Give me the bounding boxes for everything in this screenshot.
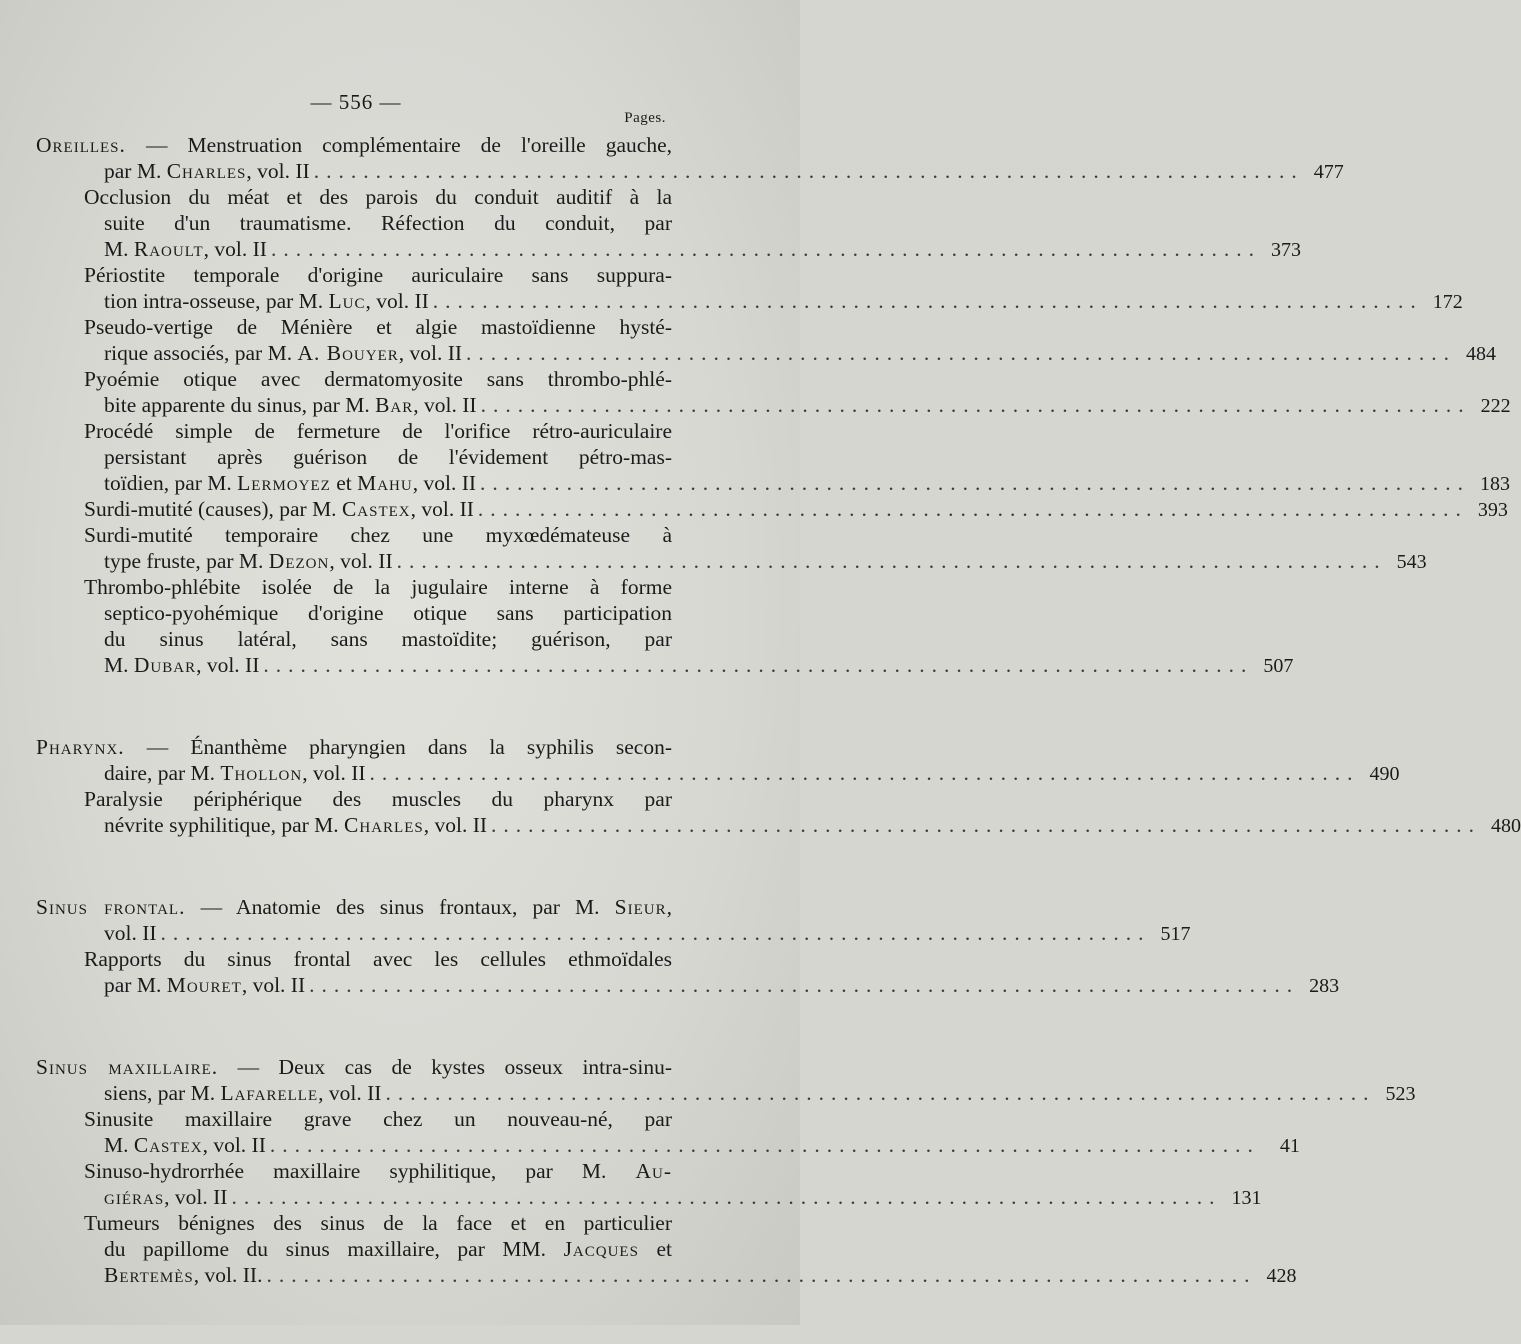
entry-text: Pseudo-vertige de Ménière et algie mastoïdienne hysté-	[84, 315, 672, 339]
entry-text: — Anatomie des sinus frontaux, par M. Sieur,	[200, 895, 672, 919]
page-reference: 484	[1466, 343, 1497, 365]
entry-line	[36, 574, 672, 600]
entry-text: suite d'un traumatisme. Réfection du conduit, par	[104, 211, 672, 235]
index-entry	[36, 1106, 1300, 1158]
index-section	[36, 132, 1511, 678]
entry-text: du sinus latéral, sans mastoïdite; guérison, par	[104, 627, 672, 651]
entry-line	[36, 132, 672, 158]
entry-text: Occlusion du méat et des parois du conduit auditif à la	[84, 185, 672, 209]
entry-line	[36, 340, 1497, 366]
entry-line	[36, 470, 1511, 496]
entry-line	[36, 1236, 672, 1262]
entry-text: Surdi-mutité (causes), par M. Castex, vol. II	[84, 497, 474, 521]
entry-text: vol. II	[104, 921, 157, 945]
entry-text: type fruste, par M. Dezon, vol. II	[104, 549, 393, 573]
index-entry	[36, 262, 1463, 314]
entry-line	[36, 548, 1427, 574]
entry-line	[36, 1158, 672, 1184]
entry-text: bite apparente du sinus, par M. Bar, vol. II	[104, 393, 477, 417]
entry-text: Sinusite maxillaire grave chez un nouveau-né, par	[84, 1107, 672, 1131]
section-title: Sinus frontal.	[36, 895, 186, 919]
entry-line	[36, 418, 672, 444]
entry-line	[36, 626, 672, 652]
index-entry	[36, 786, 1521, 838]
entry-line	[36, 760, 1400, 786]
dot-leader: ................................................................................	[266, 1263, 1257, 1287]
entry-line	[36, 314, 672, 340]
dot-leader: ................................................................................	[466, 341, 1457, 365]
entry-line	[36, 1106, 672, 1132]
entry-text: — Énanthème pharyngien dans la syphilis secon-	[146, 735, 672, 759]
page-reference: 477	[1313, 161, 1344, 183]
entry-line	[36, 1080, 1416, 1106]
page-reference: 490	[1369, 763, 1400, 785]
entry-text: par M. Charles, vol. II	[104, 159, 310, 183]
entry-line	[36, 236, 1301, 262]
dot-leader: ................................................................................	[313, 159, 1304, 183]
index-entry	[36, 522, 1427, 574]
section-title: Oreilles.	[36, 133, 126, 157]
index-entry	[36, 132, 1344, 184]
entry-line	[36, 1054, 672, 1080]
entry-text: M. Raoult, vol. II	[104, 237, 267, 261]
index-section	[36, 1054, 1416, 1288]
entry-text: Rapports du sinus frontal avec les cellules ethmoïdales	[84, 947, 672, 971]
section-title: Sinus maxillaire.	[36, 1055, 219, 1079]
index-entry	[36, 496, 1508, 522]
entry-text: — Deux cas de kystes osseux intra-sinu-	[237, 1055, 673, 1079]
entry-text: toïdien, par M. Lermoyez et Mahu, vol. II	[104, 471, 477, 495]
entry-line	[36, 1132, 1300, 1158]
entry-line	[36, 1262, 1297, 1288]
dot-leader: ................................................................................	[270, 237, 1261, 261]
index-section	[36, 734, 1521, 838]
entry-text: giéras, vol. II	[104, 1185, 228, 1209]
dot-leader: ................................................................................	[396, 549, 1387, 573]
entry-text: septico-pyohémique d'origine otique sans participation	[104, 601, 672, 625]
page-reference: 283	[1309, 975, 1340, 997]
entry-text: M. Castex, vol. II	[104, 1133, 266, 1157]
entry-text: Thrombo-phlébite isolée de la jugulaire interne à forme	[84, 575, 672, 599]
index-entry	[36, 1210, 1297, 1288]
dot-leader: ................................................................................	[160, 921, 1151, 945]
dot-leader: ................................................................................	[385, 1081, 1376, 1105]
entry-line	[36, 946, 672, 972]
entry-line	[36, 1184, 1262, 1210]
dot-leader: ................................................................................	[477, 497, 1468, 521]
entry-line	[36, 522, 672, 548]
page-reference: 222	[1480, 395, 1511, 417]
entry-text: M. Dubar, vol. II	[104, 653, 260, 677]
index-entry	[36, 418, 1511, 496]
entry-text: Surdi-mutité temporaire chez une myxœdémateuse à	[84, 523, 672, 547]
entry-text: Périostite temporale d'origine auriculaire sans suppura-	[84, 263, 672, 287]
index-entry	[36, 1054, 1416, 1106]
dot-leader: ................................................................................	[369, 761, 1360, 785]
dot-leader: ................................................................................	[309, 973, 1300, 997]
entry-text: — Menstruation complémentaire de l'oreille gauche,	[145, 133, 673, 157]
page-reference: 131	[1231, 1187, 1262, 1209]
entry-text: persistant après guérison de l'évidement pétro-mas-	[104, 445, 672, 469]
dot-leader: ................................................................................	[480, 393, 1471, 417]
dot-leader: ................................................................................	[480, 471, 1471, 495]
entry-line	[36, 184, 672, 210]
entry-line	[36, 1210, 672, 1236]
entry-text: Tumeurs bénignes des sinus de la face et en particulier	[84, 1211, 672, 1235]
entry-text: par M. Mouret, vol. II	[104, 973, 306, 997]
entry-line	[36, 288, 1463, 314]
index-entry	[36, 1158, 1262, 1210]
page-reference: 183	[1480, 473, 1511, 495]
index-column	[36, 132, 1521, 1344]
dot-leader: ................................................................................	[432, 289, 1423, 313]
entry-text: Procédé simple de fermeture de l'orifice rétro-auriculaire	[84, 419, 672, 443]
entry-line	[36, 210, 672, 236]
page-reference: 517	[1160, 923, 1191, 945]
pages-column-header: Pages.	[624, 110, 666, 126]
index-entry	[36, 314, 1497, 366]
entry-line	[36, 392, 1511, 418]
page-reference: 480	[1491, 815, 1521, 837]
entry-line	[36, 158, 1344, 184]
page-reference: 523	[1385, 1083, 1416, 1105]
dot-leader: ................................................................................	[269, 1133, 1260, 1157]
index-entry	[36, 734, 1400, 786]
entry-text: Paralysie périphérique des muscles du pharynx par	[84, 787, 672, 811]
entry-line	[36, 734, 672, 760]
page-reference: 507	[1263, 655, 1294, 677]
index-entry	[36, 574, 1294, 678]
index-entry	[36, 894, 1191, 946]
entry-line	[36, 786, 672, 812]
page-reference: 543	[1396, 551, 1427, 573]
dot-leader: ................................................................................	[231, 1185, 1222, 1209]
entry-line	[36, 444, 672, 470]
page-reference: 428	[1266, 1265, 1297, 1287]
page-reference: 172	[1432, 291, 1463, 313]
entry-line	[36, 262, 672, 288]
index-entry	[36, 946, 1340, 998]
index-entry	[36, 184, 1301, 262]
entry-line	[36, 600, 672, 626]
entry-line	[36, 920, 1191, 946]
entry-line	[36, 496, 1508, 522]
entry-text: Sinuso-hydrorrhée maxillaire syphilitique, par M. Au-	[84, 1159, 672, 1183]
page-reference: 41	[1279, 1135, 1300, 1157]
entry-text: Pyoémie otique avec dermatomyosite sans thrombo-phlé-	[84, 367, 672, 391]
page-number: — 556 —	[310, 90, 402, 114]
entry-line	[36, 812, 1521, 838]
entry-text: du papillome du sinus maxillaire, par MM. Jacques et	[104, 1237, 672, 1261]
entry-text: tion intra-osseuse, par M. Luc, vol. II	[104, 289, 429, 313]
entry-text: siens, par M. Lafarelle, vol. II	[104, 1081, 382, 1105]
entry-text: névrite syphilitique, par M. Charles, vol. II	[104, 813, 488, 837]
entry-text: rique associés, par M. A. Bouyer, vol. II	[104, 341, 463, 365]
index-entry	[36, 366, 1511, 418]
entry-text: daire, par M. Thollon, vol. II	[104, 761, 366, 785]
dot-leader: ................................................................................	[491, 813, 1482, 837]
entry-line	[36, 972, 1340, 998]
page-reference: 373	[1270, 239, 1301, 261]
entry-text: Bertemès, vol. II.	[104, 1263, 263, 1287]
entry-line	[36, 894, 672, 920]
entry-line	[36, 366, 672, 392]
entry-line	[36, 652, 1294, 678]
dot-leader: ................................................................................	[263, 653, 1254, 677]
page-reference: 393	[1477, 499, 1508, 521]
section-title: Pharynx.	[36, 735, 125, 759]
index-section	[36, 894, 1340, 998]
